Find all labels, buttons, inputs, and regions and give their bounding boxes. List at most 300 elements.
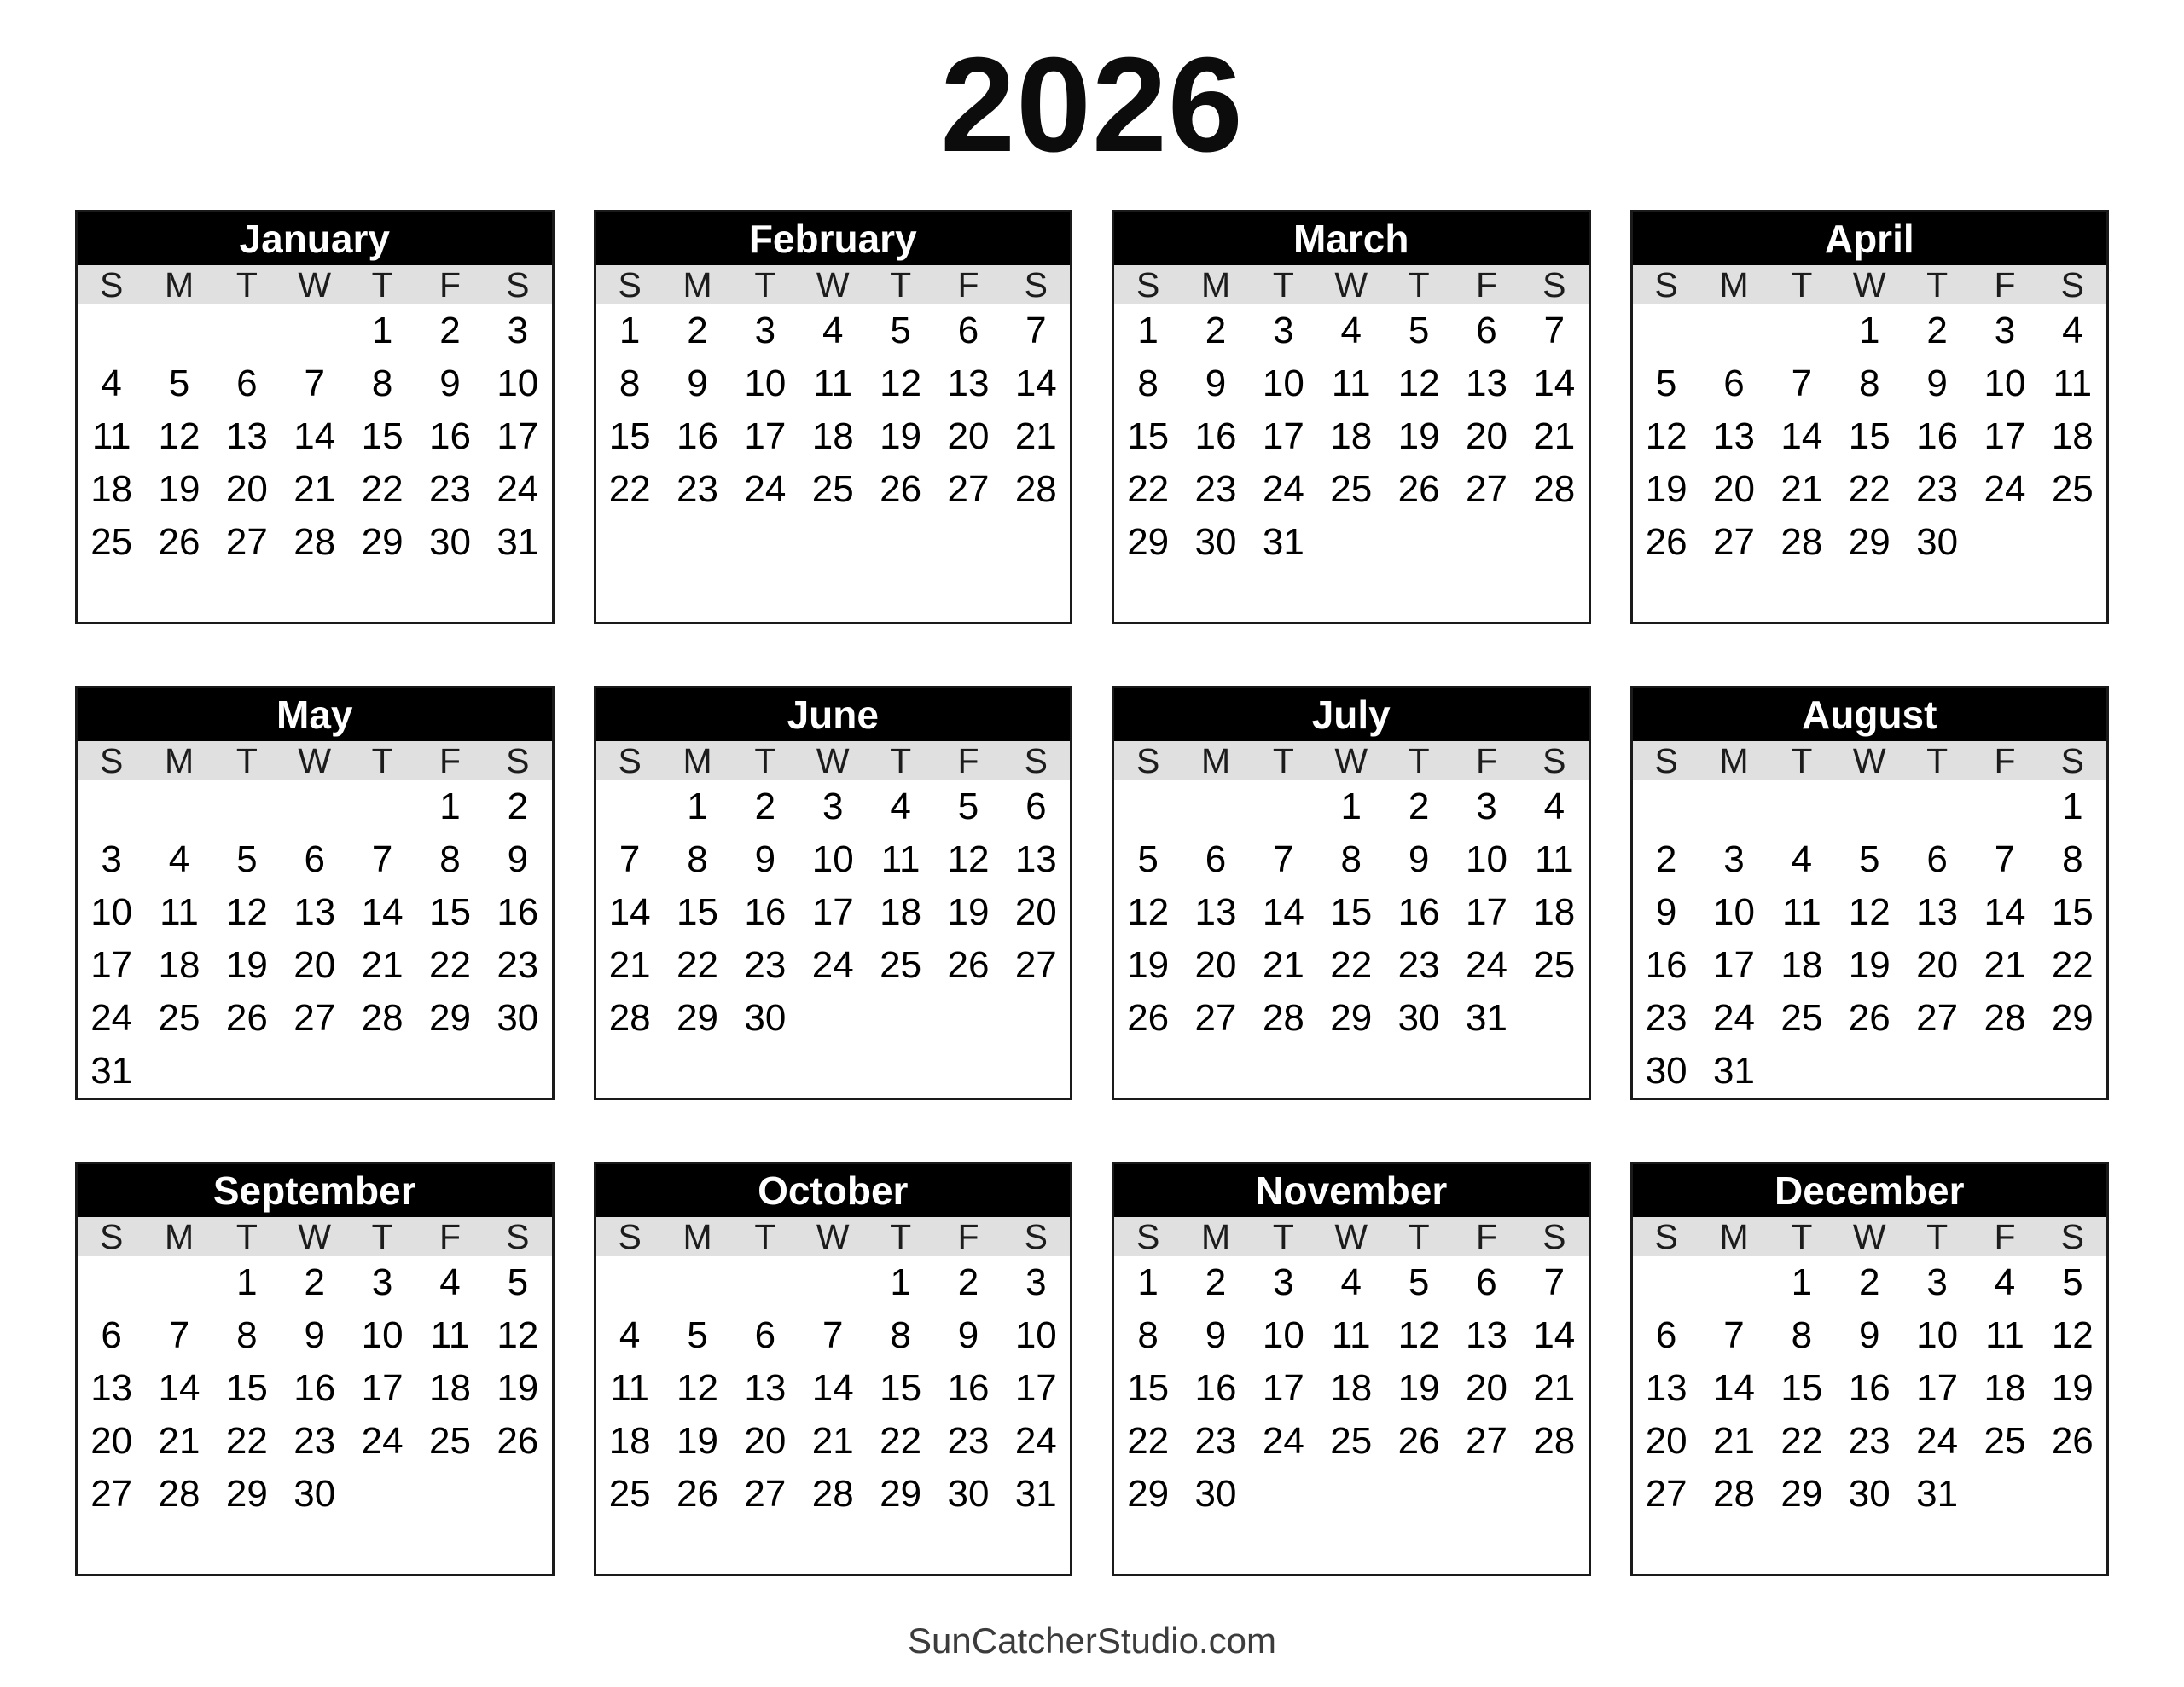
day-cell: 6 [1723, 362, 1745, 404]
weekday-label: S [1136, 265, 1160, 304]
weekday-header-row [1633, 741, 2107, 780]
weekday-label: W [816, 741, 850, 780]
day-cell: 31 [497, 521, 539, 563]
day-cell: 8 [2062, 838, 2083, 880]
day-cell: 13 [1916, 891, 1959, 933]
day-cell [1182, 1045, 1249, 1098]
day-cell [867, 992, 934, 1045]
day-cell: 18 [428, 1367, 471, 1409]
day-cell: 17 [497, 415, 539, 457]
month-days-grid [78, 1256, 552, 1574]
day-cell: 15 [1848, 415, 1891, 457]
day-cell: 8 [371, 362, 393, 404]
month-february [594, 210, 1073, 624]
day-cell: 7 [1723, 1314, 1745, 1356]
weekday-header-row [596, 265, 1071, 304]
day-cell [1768, 1045, 1835, 1098]
day-cell: 3 [822, 786, 844, 827]
day-cell: 8 [236, 1314, 258, 1356]
day-cell [596, 569, 664, 622]
day-cell [1700, 1256, 1768, 1309]
day-cell: 2 [1205, 310, 1227, 351]
day-cell: 23 [1397, 944, 1440, 986]
day-cell: 10 [1262, 1314, 1304, 1356]
day-cell [281, 1045, 348, 1098]
weekday-label: F [957, 741, 979, 780]
day-cell [2039, 516, 2106, 569]
day-cell: 23 [293, 1420, 336, 1462]
day-cell: 13 [1014, 838, 1057, 880]
day-cell: 1 [1791, 1261, 1813, 1303]
day-cell: 2 [1655, 838, 1677, 880]
weekday-label: F [957, 265, 979, 304]
day-cell: 3 [1994, 310, 2016, 351]
day-cell [1453, 516, 1520, 569]
weekday-label: S [99, 265, 124, 304]
day-cell [664, 1256, 731, 1309]
weekday-label: M [164, 1217, 195, 1256]
day-cell: 19 [225, 944, 268, 986]
day-cell: 1 [1137, 310, 1159, 351]
day-cell: 20 [1713, 468, 1755, 510]
day-cell [281, 780, 348, 833]
day-cell: 25 [1533, 944, 1576, 986]
day-cell: 23 [947, 1420, 990, 1462]
weekday-label: T [371, 741, 393, 780]
day-cell: 27 [1713, 521, 1755, 563]
weekday-header-row [596, 1217, 1071, 1256]
day-cell [416, 1045, 484, 1098]
day-cell: 9 [507, 838, 529, 880]
day-cell [934, 516, 1002, 569]
day-cell: 17 [811, 891, 854, 933]
day-cell: 14 [1262, 891, 1304, 933]
day-cell: 16 [1645, 944, 1687, 986]
day-cell: 11 [880, 838, 921, 880]
day-cell: 11 [160, 891, 199, 933]
day-cell: 25 [158, 997, 200, 1039]
day-cell [1114, 1045, 1182, 1098]
day-cell: 24 [744, 468, 787, 510]
day-cell [1114, 780, 1182, 833]
day-cell: 8 [1137, 1314, 1159, 1356]
day-cell [1520, 1468, 1588, 1521]
day-cell: 12 [1127, 891, 1170, 933]
weekday-label: S [1654, 1217, 1678, 1256]
day-cell: 6 [1025, 786, 1047, 827]
day-cell: 17 [1713, 944, 1755, 986]
day-cell: 15 [677, 891, 718, 933]
month-may [75, 686, 555, 1100]
month-days-grid [78, 780, 552, 1098]
day-cell: 21 [608, 944, 651, 986]
day-cell: 15 [880, 1367, 922, 1409]
day-cell: 16 [1397, 891, 1440, 933]
day-cell [1002, 569, 1070, 622]
day-cell: 25 [2051, 468, 2094, 510]
day-cell: 12 [1645, 415, 1687, 457]
day-cell: 26 [1848, 997, 1891, 1039]
day-cell [867, 516, 934, 569]
day-cell [213, 304, 281, 357]
day-cell: 11 [1534, 838, 1574, 880]
day-cell [213, 780, 281, 833]
day-cell: 1 [890, 1261, 911, 1303]
day-cell: 11 [1331, 362, 1371, 404]
day-cell: 20 [90, 1420, 133, 1462]
day-cell: 28 [811, 1473, 854, 1515]
day-cell: 21 [1533, 415, 1576, 457]
day-cell: 9 [1408, 838, 1430, 880]
day-cell: 17 [361, 1367, 404, 1409]
month-december [1630, 1162, 2110, 1576]
weekday-label: T [1272, 1217, 1294, 1256]
day-cell [1385, 516, 1452, 569]
day-cell: 3 [1723, 838, 1745, 880]
day-cell: 5 [168, 362, 190, 404]
day-cell: 21 [1262, 944, 1304, 986]
day-cell: 3 [101, 838, 122, 880]
day-cell: 9 [754, 838, 776, 880]
weekday-label: T [890, 741, 912, 780]
weekday-label: F [1475, 1217, 1497, 1256]
day-cell: 22 [608, 468, 651, 510]
day-cell: 23 [1848, 1420, 1891, 1462]
day-cell [213, 569, 281, 622]
weekday-header-row [78, 265, 552, 304]
day-cell [145, 1521, 212, 1574]
day-cell: 15 [1127, 1367, 1170, 1409]
day-cell [799, 1521, 867, 1574]
day-cell [484, 569, 551, 622]
weekday-label: M [1200, 265, 1231, 304]
day-cell: 24 [1262, 468, 1304, 510]
day-cell: 21 [811, 1420, 854, 1462]
day-cell [145, 1256, 212, 1309]
day-cell: 26 [1397, 468, 1440, 510]
month-november [1112, 1162, 1591, 1576]
day-cell: 30 [1848, 1473, 1891, 1515]
day-cell: 24 [1984, 468, 2026, 510]
day-cell: 10 [1984, 362, 2026, 404]
day-cell: 16 [1194, 1367, 1237, 1409]
day-cell: 28 [1713, 1473, 1755, 1515]
day-cell [867, 1521, 934, 1574]
day-cell: 3 [754, 310, 776, 351]
day-cell: 3 [1025, 1261, 1047, 1303]
day-cell: 24 [811, 944, 854, 986]
day-cell [1971, 569, 2038, 622]
day-cell: 4 [439, 1261, 461, 1303]
day-cell: 21 [361, 944, 404, 986]
day-cell: 29 [1127, 1473, 1170, 1515]
day-cell: 8 [619, 362, 641, 404]
month-january [75, 210, 555, 624]
day-cell: 15 [428, 891, 471, 933]
weekday-label: T [235, 1217, 258, 1256]
day-cell: 7 [822, 1314, 844, 1356]
month-days-grid [596, 1256, 1071, 1574]
day-cell: 4 [101, 362, 122, 404]
day-cell: 13 [1194, 891, 1237, 933]
day-cell: 1 [1137, 1261, 1159, 1303]
day-cell: 13 [1465, 362, 1507, 404]
day-cell: 13 [1465, 1314, 1507, 1356]
weekday-label: S [99, 741, 124, 780]
day-cell: 26 [880, 468, 922, 510]
day-cell: 27 [1194, 997, 1237, 1039]
month-title: March [1114, 212, 1589, 265]
day-cell: 17 [1465, 891, 1507, 933]
day-cell: 19 [1848, 944, 1891, 986]
day-cell: 15 [1330, 891, 1373, 933]
month-title: January [78, 212, 552, 265]
month-days-grid [78, 304, 552, 622]
weekday-label: S [1654, 265, 1678, 304]
day-cell: 23 [1194, 1420, 1237, 1462]
day-cell [1633, 1256, 1700, 1309]
weekday-label: M [1719, 741, 1749, 780]
day-cell: 25 [1330, 468, 1373, 510]
day-cell: 6 [1476, 310, 1497, 351]
day-cell: 5 [1137, 838, 1159, 880]
day-cell: 30 [1194, 1473, 1237, 1515]
day-cell: 8 [1859, 362, 1880, 404]
month-september [75, 1162, 555, 1576]
day-cell: 9 [304, 1314, 325, 1356]
day-cell: 23 [1916, 468, 1959, 510]
day-cell [799, 1256, 867, 1309]
day-cell: 10 [1465, 838, 1507, 880]
day-cell: 23 [1194, 468, 1237, 510]
day-cell: 22 [1330, 944, 1373, 986]
day-cell: 27 [90, 1473, 133, 1515]
day-cell: 28 [1533, 468, 1576, 510]
day-cell [664, 516, 731, 569]
weekday-header-row [1114, 265, 1589, 304]
day-cell: 15 [361, 415, 404, 457]
day-cell: 11 [1985, 1314, 2024, 1356]
day-cell [484, 1521, 551, 1574]
weekday-label: T [890, 1217, 912, 1256]
weekday-label: T [890, 265, 912, 304]
weekday-label: S [1136, 741, 1160, 780]
day-cell [1002, 992, 1070, 1045]
day-cell: 20 [293, 944, 336, 986]
day-cell [664, 1521, 731, 1574]
day-cell: 1 [236, 1261, 258, 1303]
day-cell [1836, 1521, 1903, 1574]
day-cell [145, 569, 212, 622]
day-cell: 29 [225, 1473, 268, 1515]
day-cell: 24 [90, 997, 133, 1039]
day-cell: 11 [91, 415, 131, 457]
day-cell [1520, 569, 1588, 622]
day-cell: 16 [428, 415, 471, 457]
day-cell: 10 [744, 362, 787, 404]
weekday-label: F [1994, 1217, 2016, 1256]
day-cell: 27 [1916, 997, 1959, 1039]
day-cell [1250, 1045, 1317, 1098]
weekday-label: T [1408, 1217, 1430, 1256]
day-cell: 29 [428, 997, 471, 1039]
day-cell [1385, 1045, 1452, 1098]
weekday-label: W [298, 1217, 332, 1256]
month-title: June [596, 688, 1071, 741]
day-cell: 3 [1273, 1261, 1294, 1303]
day-cell: 14 [1533, 1314, 1576, 1356]
day-cell: 9 [687, 362, 708, 404]
weekday-label: M [682, 741, 712, 780]
day-cell: 18 [1533, 891, 1576, 933]
day-cell: 26 [1397, 1420, 1440, 1462]
weekday-label: W [1852, 741, 1886, 780]
day-cell: 27 [1465, 1420, 1507, 1462]
day-cell: 25 [90, 521, 133, 563]
day-cell: 8 [1340, 838, 1362, 880]
day-cell: 25 [1780, 997, 1823, 1039]
weekday-label: S [1024, 265, 1048, 304]
day-cell: 20 [225, 468, 268, 510]
day-cell: 22 [428, 944, 471, 986]
day-cell [1182, 780, 1249, 833]
month-april [1630, 210, 2110, 624]
day-cell [934, 1521, 1002, 1574]
weekday-label: T [235, 741, 258, 780]
weekday-label: W [298, 741, 332, 780]
day-cell: 29 [2051, 997, 2094, 1039]
day-cell: 5 [890, 310, 911, 351]
day-cell: 19 [947, 891, 990, 933]
day-cell: 21 [1984, 944, 2026, 986]
day-cell [78, 569, 145, 622]
day-cell: 22 [361, 468, 404, 510]
day-cell [1633, 569, 1700, 622]
day-cell: 31 [90, 1050, 133, 1092]
day-cell: 9 [1926, 362, 1948, 404]
day-cell [348, 1521, 415, 1574]
day-cell: 15 [1780, 1367, 1823, 1409]
weekday-label: W [1334, 1217, 1368, 1256]
day-cell: 21 [1014, 415, 1057, 457]
weekday-label: S [1024, 741, 1048, 780]
day-cell: 4 [619, 1314, 641, 1356]
day-cell [484, 1468, 551, 1521]
day-cell: 14 [811, 1367, 854, 1409]
day-cell: 7 [1543, 1261, 1565, 1303]
weekday-label: W [1852, 265, 1886, 304]
day-cell: 26 [225, 997, 268, 1039]
day-cell [78, 304, 145, 357]
day-cell: 1 [619, 310, 641, 351]
weekday-label: T [754, 1217, 776, 1256]
day-cell: 19 [677, 1420, 718, 1462]
day-cell [281, 1521, 348, 1574]
day-cell: 5 [1655, 362, 1677, 404]
day-cell: 16 [947, 1367, 990, 1409]
weekday-header-row [1633, 1217, 2107, 1256]
day-cell: 6 [304, 838, 325, 880]
day-cell [213, 1045, 281, 1098]
weekday-label: M [682, 265, 712, 304]
weekday-label: S [1542, 741, 1566, 780]
day-cell: 19 [158, 468, 200, 510]
day-cell [1700, 569, 1768, 622]
day-cell [2039, 1468, 2106, 1521]
day-cell: 17 [744, 415, 787, 457]
day-cell: 18 [158, 944, 200, 986]
day-cell: 22 [880, 1420, 922, 1462]
month-august [1630, 686, 2110, 1100]
day-cell: 26 [677, 1473, 718, 1515]
day-cell: 30 [1397, 997, 1440, 1039]
day-cell [731, 1045, 799, 1098]
day-cell: 5 [507, 1261, 529, 1303]
day-cell: 23 [497, 944, 539, 986]
weekday-header-row [1114, 1217, 1589, 1256]
weekday-label: W [816, 265, 850, 304]
day-cell: 1 [1859, 310, 1880, 351]
day-cell [664, 569, 731, 622]
day-cell [1768, 1521, 1835, 1574]
day-cell: 12 [880, 362, 922, 404]
day-cell: 2 [754, 786, 776, 827]
day-cell: 7 [168, 1314, 190, 1356]
day-cell: 14 [1780, 415, 1823, 457]
day-cell [1182, 1521, 1249, 1574]
weekday-label: S [1542, 265, 1566, 304]
weekday-header-row [78, 1217, 552, 1256]
weekday-label: M [1200, 741, 1231, 780]
day-cell: 13 [1713, 415, 1755, 457]
weekday-label: S [2060, 1217, 2084, 1256]
day-cell [867, 1045, 934, 1098]
month-title: December [1633, 1164, 2107, 1217]
weekday-header-row [596, 741, 1071, 780]
day-cell: 22 [225, 1420, 268, 1462]
day-cell: 13 [225, 415, 268, 457]
day-cell: 14 [1984, 891, 2026, 933]
day-cell [1633, 780, 1700, 833]
day-cell: 28 [608, 997, 651, 1039]
day-cell [1453, 1468, 1520, 1521]
day-cell: 6 [236, 362, 258, 404]
day-cell: 13 [90, 1367, 133, 1409]
day-cell: 18 [608, 1420, 651, 1462]
day-cell: 30 [947, 1473, 990, 1515]
weekday-header-row [78, 741, 552, 780]
day-cell [1903, 1045, 1971, 1098]
day-cell: 14 [293, 415, 336, 457]
day-cell: 31 [1014, 1473, 1057, 1515]
day-cell: 3 [1926, 1261, 1948, 1303]
day-cell: 7 [371, 838, 393, 880]
weekday-label: T [235, 265, 258, 304]
weekday-label: S [2060, 741, 2084, 780]
day-cell: 14 [1713, 1367, 1755, 1409]
day-cell [484, 1045, 551, 1098]
day-cell: 6 [1476, 1261, 1497, 1303]
day-cell [1836, 780, 1903, 833]
day-cell [1903, 780, 1971, 833]
day-cell [1002, 516, 1070, 569]
day-cell: 14 [1533, 362, 1576, 404]
day-cell: 11 [813, 362, 853, 404]
month-days-grid [1114, 1256, 1589, 1574]
day-cell: 11 [430, 1314, 470, 1356]
day-cell [596, 516, 664, 569]
day-cell: 2 [1926, 310, 1948, 351]
